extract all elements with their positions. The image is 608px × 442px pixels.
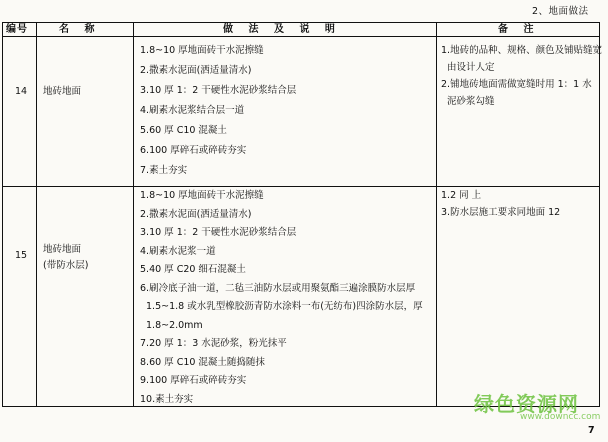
step-line: 1.8~10 厚地面砖干水泥擦缝 [140, 190, 264, 201]
column-divider [436, 23, 437, 406]
row-number: 15 [15, 250, 28, 261]
row-name: 地砖地面 [43, 244, 82, 255]
step-line: 3.10 厚 1：2 干硬性水泥砂浆结合层 [140, 85, 297, 96]
header-name: 名 称 [59, 24, 101, 35]
row-divider [3, 186, 599, 187]
step-line: 1.8~10 厚地面砖干水泥擦缝 [140, 45, 264, 56]
note-line: 1.2 同 上 [441, 190, 482, 201]
step-line: 7.20 厚 1：3 水泥砂浆，粉光抹平 [140, 338, 287, 349]
watermark-url: www.downcc.com [520, 412, 601, 422]
step-line: 5.40 厚 C20 细石混凝土 [140, 264, 246, 275]
step-line: 4.刷素水泥浆一道 [140, 245, 216, 257]
step-line: 4.刷素水泥浆结合层一道 [140, 105, 245, 116]
note-line: 1.地砖的品种、规格、颜色及铺贴缝宽 [441, 45, 603, 56]
step-line: 1.5~1.8 或水乳型橡胶沥青防水涂料一布(无纺布)四涂防水层，厚 [146, 301, 423, 312]
step-line: 10.素土夯实 [140, 393, 194, 405]
header-divider [3, 36, 599, 37]
column-divider [36, 23, 37, 406]
note-line: 3.防水层施工要求同地面 12 [441, 207, 561, 218]
row-number: 14 [15, 86, 28, 97]
step-line: 2.撒素水泥面(洒适量清水) [140, 208, 252, 220]
header-number: 编号 [6, 24, 28, 35]
header-method: 做 法 及 说 明 [223, 24, 341, 35]
method-table [2, 22, 603, 407]
step-line: 6.刷冷底子油一道，二毡三油防水层或用聚氨酯三遍涂膜防水层厚 [140, 282, 416, 294]
row-name: 地砖地面 [43, 86, 82, 97]
note-line: 由设计人定 [447, 62, 495, 73]
watermark-logo: 绿色资源网 [474, 392, 579, 416]
step-line: 7.素土夯实 [140, 165, 188, 176]
column-divider [133, 23, 134, 406]
step-line: 9.100 厚碎石或碎砖夯实 [140, 375, 247, 386]
row-name-suffix: (带防水层) [43, 260, 89, 271]
step-line: 6.100 厚碎石或碎砖夯实 [140, 145, 247, 156]
step-line: 8.60 厚 C10 混凝土随捣随抹 [140, 356, 265, 368]
section-title: 2、地面做法 [532, 6, 589, 17]
step-line: 2.撒素水泥面(洒适量清水) [140, 65, 252, 76]
header-notes: 备 注 [498, 24, 540, 35]
step-line: 3.10 厚 1：2 干硬性水泥砂浆结合层 [140, 227, 297, 238]
step-line: 5.60 厚 C10 混凝土 [140, 125, 227, 136]
step-line: 1.8~2.0mm [146, 319, 203, 331]
page-number: 7 [588, 425, 595, 436]
note-line: 泥砂浆勾缝 [447, 96, 495, 107]
note-line: 2.铺地砖地面需做宽缝时用 1：1 水 [441, 79, 592, 90]
